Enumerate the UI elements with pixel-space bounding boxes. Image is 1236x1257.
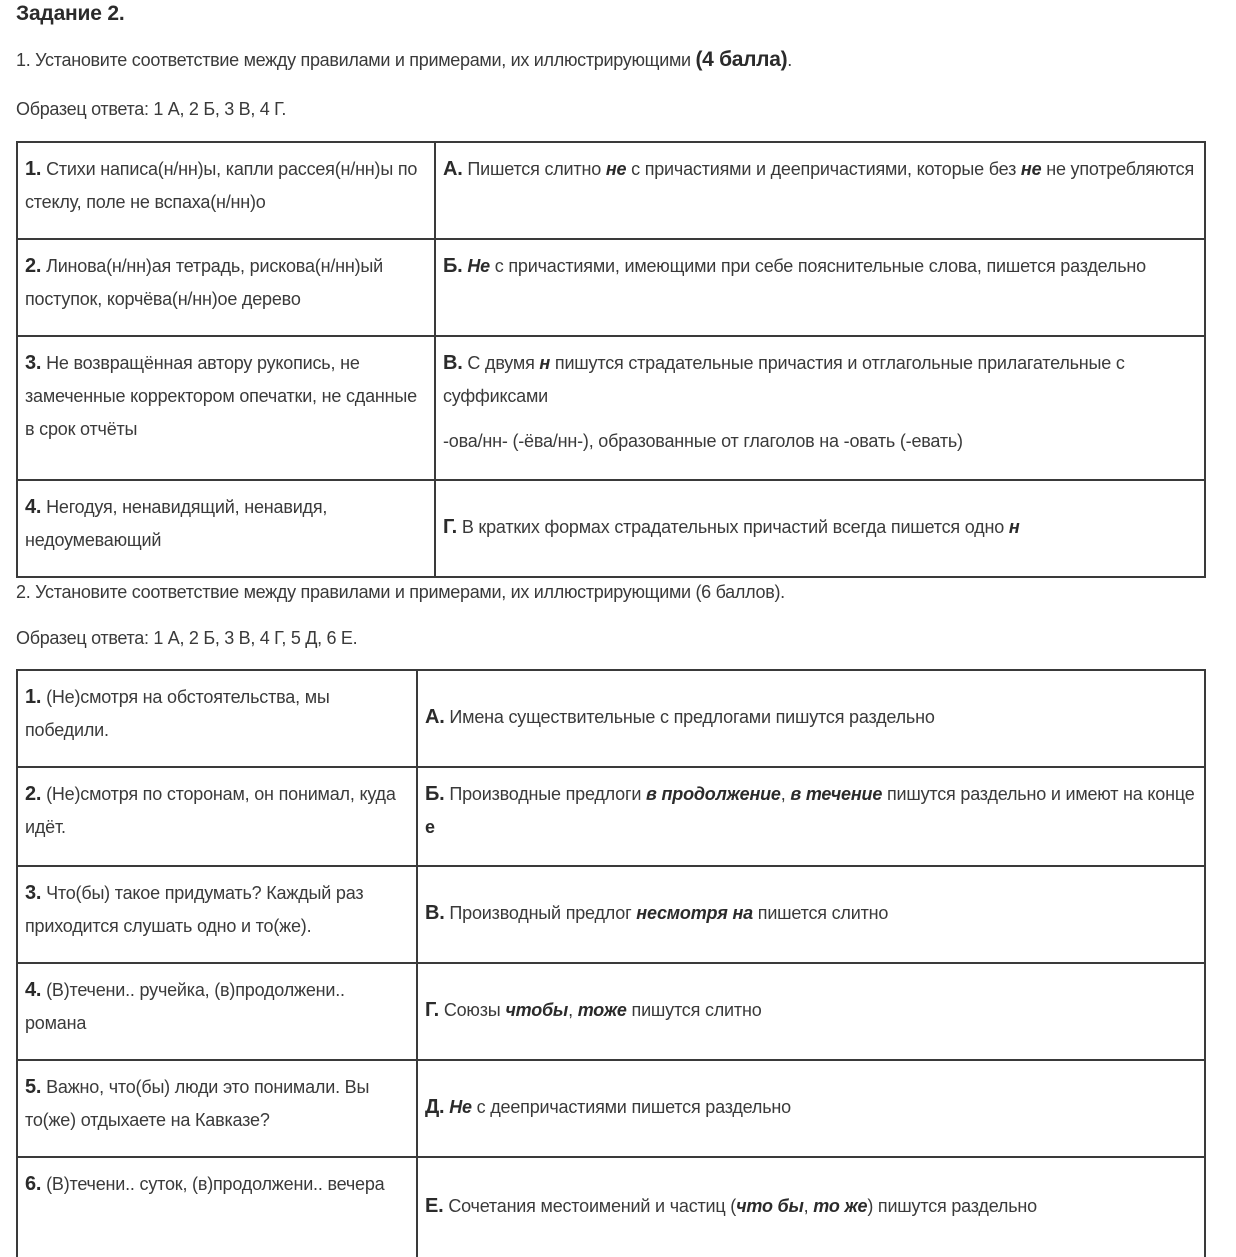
- rule-cell: [435, 336, 1205, 480]
- rule-text: В кратких формах страдательных причастий всегда пишется одно н: [461, 517, 1020, 537]
- example-number: 1.: [25, 686, 42, 708]
- rule-cell: [417, 866, 1205, 963]
- rule-letter: Б.: [443, 255, 463, 277]
- rule-letter: Е.: [425, 1195, 444, 1217]
- task2-instruction: 2. Установите соответствие между правилами и примерами, их иллюстрирующими (6 баллов).: [16, 582, 785, 602]
- example-number: 2.: [25, 783, 42, 805]
- example-text: (В)течени.. ручейка, (в)продолжени.. романа: [25, 980, 345, 1033]
- example-cell: [17, 1060, 417, 1157]
- table-row: [17, 866, 1205, 963]
- example-number: 2.: [25, 255, 42, 277]
- task1-matching-table: [16, 141, 1206, 578]
- task1-instruction-text: 1. Установите соответствие между правилами и примерами, их иллюстрирующими: [16, 50, 691, 70]
- rule-cell: [417, 963, 1205, 1060]
- table-row: [17, 142, 1205, 239]
- table-row: [17, 239, 1205, 336]
- rule-letter: А.: [425, 706, 445, 728]
- example-number: 4.: [25, 496, 42, 518]
- rule-text: С двумя н пишутся страдательные причастия и отглагольные прилагательные с суффиксами: [443, 353, 1125, 406]
- rule-text: Производный предлог несмотря на пишется слитно: [449, 903, 889, 923]
- rule-text: Не с причастиями, имеющими при себе пояснительные слова, пишется раздельно: [467, 256, 1146, 276]
- example-cell: [17, 336, 435, 480]
- table-row: [17, 1157, 1205, 1257]
- example-number: 3.: [25, 882, 42, 904]
- example-text: (В)течени.. суток, (в)продолжени.. вечера: [46, 1174, 385, 1194]
- example-cell: [17, 480, 435, 577]
- table-row: [17, 480, 1205, 577]
- rule-letter: Г.: [425, 999, 439, 1021]
- example-cell: [17, 767, 417, 866]
- task1-points: (4 балла): [695, 48, 788, 71]
- task2-sample-answer: Образец ответа: 1 А, 2 Б, 3 В, 4 Г, 5 Д, 6 Е.: [16, 628, 358, 648]
- rule-text: Имена существительные с предлогами пишутся раздельно: [449, 707, 935, 727]
- example-number: 1.: [25, 158, 42, 180]
- example-cell: [17, 1157, 417, 1257]
- rule-cell: [417, 1060, 1205, 1157]
- rule-letter: Г.: [443, 516, 457, 538]
- rule-letter: В.: [443, 352, 463, 374]
- rule-cell: [417, 1157, 1205, 1257]
- rule-letter: Б.: [425, 783, 445, 805]
- task1-instruction: [16, 48, 792, 72]
- example-cell: [17, 142, 435, 239]
- table-row: [17, 670, 1205, 767]
- rule-cell: [435, 239, 1205, 336]
- table-row: [17, 336, 1205, 480]
- example-text: Линова(н/нн)ая тетрадь, рискова(н/нн)ый поступок, корчёва(н/нн)ое дерево: [25, 256, 383, 309]
- rule-subline: -ова/нн- (-ёва/нн-), образованные от глаголов на -овать (-евать): [443, 431, 963, 451]
- rule-cell: [417, 767, 1205, 866]
- rule-cell: [435, 142, 1205, 239]
- example-number: 4.: [25, 979, 42, 1001]
- example-cell: [17, 239, 435, 336]
- rule-text: Не с деепричастиями пишется раздельно: [449, 1097, 791, 1117]
- example-text: Что(бы) такое придумать? Каждый раз приходится слушать одно и то(же).: [25, 883, 364, 936]
- example-cell: [17, 963, 417, 1060]
- example-cell: [17, 670, 417, 767]
- rule-letter: Д.: [425, 1096, 445, 1118]
- rule-cell: [435, 480, 1205, 577]
- example-text: (Не)смотря на обстоятельства, мы победили.: [25, 687, 330, 740]
- task2-matching-table: [16, 669, 1206, 1257]
- task1-instruction-end: .: [787, 50, 792, 70]
- rule-letter: А.: [443, 158, 463, 180]
- rule-text: Сочетания местоимений и частиц (что бы, то же) пишутся раздельно: [448, 1196, 1037, 1216]
- task1-sample-answer: Образец ответа: 1 А, 2 Б, 3 В, 4 Г.: [16, 99, 287, 119]
- example-text: (Не)смотря по сторонам, он понимал, куда идёт.: [25, 784, 396, 837]
- example-number: 6.: [25, 1173, 42, 1195]
- example-text: Важно, что(бы) люди это понимали. Вы то(же) отдыхаете на Кавказе?: [25, 1077, 370, 1130]
- table-row: [17, 1060, 1205, 1157]
- example-cell: [17, 866, 417, 963]
- example-number: 5.: [25, 1076, 42, 1098]
- example-number: 3.: [25, 352, 42, 374]
- rule-cell: [417, 670, 1205, 767]
- example-text: Стихи написа(н/нн)ы, капли рассея(н/нн)ы по стеклу, поле не вспаха(н/нн)о: [25, 159, 418, 212]
- rule-text: Пишется слитно не с причастиями и деепричастиями, которые без не не употребляются: [467, 159, 1195, 179]
- example-text: Не возвращённая автору рукопись, не замеченные корректором опечатки, не сданные в срок отчёты: [25, 353, 417, 439]
- page-title: Задание 2.: [16, 2, 125, 25]
- rule-text: Союзы чтобы, тоже пишутся слитно: [443, 1000, 762, 1020]
- table-row: [17, 963, 1205, 1060]
- table-row: [17, 767, 1205, 866]
- rule-letter: В.: [425, 902, 445, 924]
- example-text: Негодуя, ненавидящий, ненавидя, недоумевающий: [25, 497, 328, 550]
- rule-text: Производные предлоги в продолжение, в течение пишутся раздельно и имеют на конце е: [425, 784, 1195, 837]
